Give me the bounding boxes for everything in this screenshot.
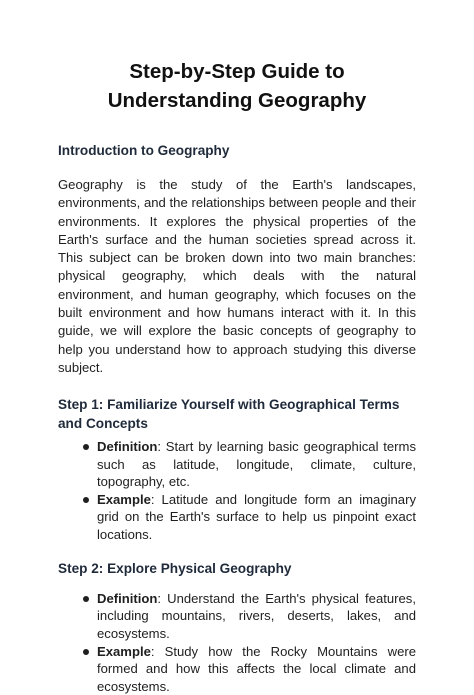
- bullet-icon: [83, 497, 89, 503]
- bullet-icon: [83, 649, 89, 655]
- list-item: [97, 438, 416, 490]
- title-line-1: Step-by-Step Guide to: [129, 60, 345, 83]
- list-item: [97, 491, 416, 543]
- item-text: : Start by learning basic geographical terms such as latitude, longitude, climate, culture, topography, etc.: [97, 439, 416, 489]
- intro-paragraph: Geography is the study of the Earth's landscapes, environments, and the relationships between people and their environments. It explores the physical properties of the Earth's surface and the human societies spread across it. This subject can be broken down into two main branches: physical geography, which deals with the natural environment, and human geography, which focuses on the built environment and how humans interact with it. In this guide, we will explore the basic concepts of geography to help you understand how to approach studying this diverse subject.: [58, 177, 416, 375]
- item-text: : Latitude and longitude form an imaginary grid on the Earth's surface to help us pinpoint exact locations.: [97, 492, 416, 542]
- item-label: Example: [97, 643, 151, 659]
- step-2-list: [58, 590, 416, 695]
- document-title: [58, 57, 416, 115]
- list-item: [97, 590, 416, 642]
- bullet-icon: [83, 444, 89, 450]
- title-line-2: Understanding Geography: [107, 89, 367, 112]
- item-text: : Understand the Earth's physical features, including mountains, rivers, deserts, lakes, and ecosystems.: [97, 591, 416, 641]
- intro-heading: Introduction to Geography: [58, 143, 230, 158]
- step-1-heading: Step 1: Familiarize Yourself with Geographical Terms and Concepts: [58, 397, 400, 432]
- item-text: : Study how the Rocky Mountains were formed and how this affects the local climate and ecosystems.: [97, 643, 416, 694]
- item-label: Example: [97, 492, 151, 508]
- step-1-list: [58, 438, 416, 543]
- item-label: Definition: [97, 591, 158, 607]
- item-label: Definition: [97, 439, 158, 455]
- bullet-icon: [83, 596, 89, 602]
- step-2-heading: Step 2: Explore Physical Geography: [58, 561, 292, 577]
